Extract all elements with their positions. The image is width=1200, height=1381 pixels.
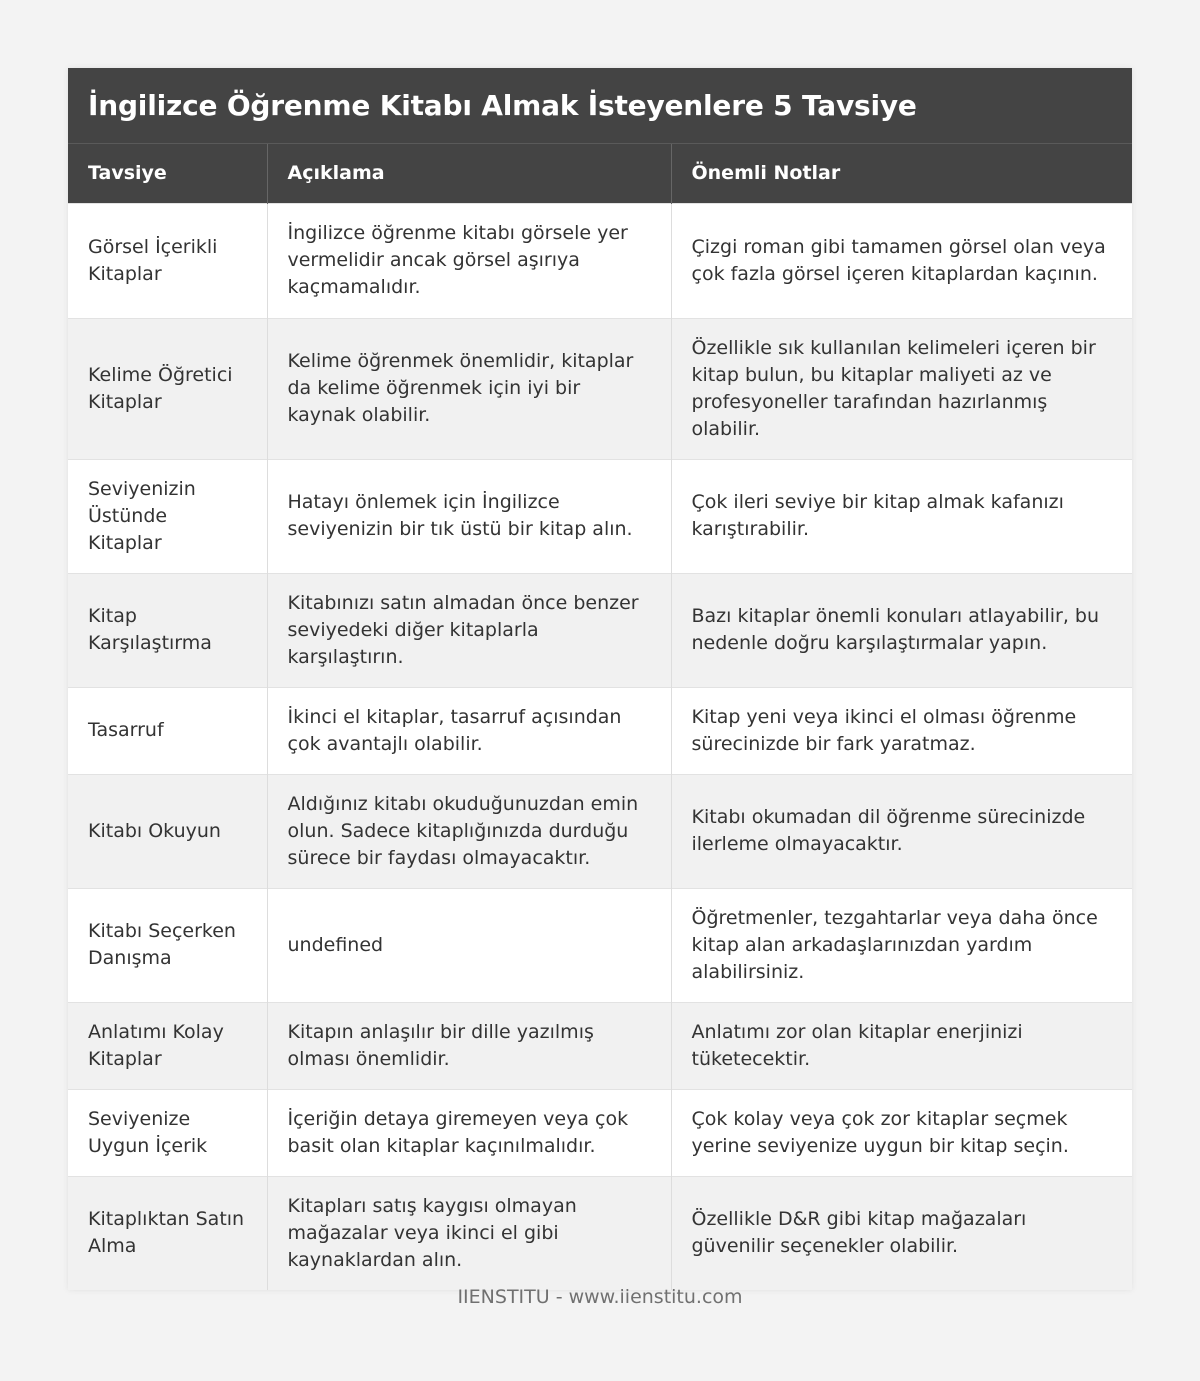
header-row	[68, 144, 1132, 203]
column-header-onemli-notlar: Önemli Notlar	[671, 144, 1132, 203]
column-header-tavsiye: Tavsiye	[68, 144, 267, 203]
cell-onemli-notlar: Çok ileri seviye bir kitap almak kafanızı karıştırabilir.	[671, 459, 1132, 573]
cell-tavsiye: Anlatımı Kolay Kitaplar	[68, 1002, 267, 1089]
table-row	[68, 203, 1132, 318]
table-row	[68, 1002, 1132, 1089]
cell-onemli-notlar: Kitabı okumadan dil öğrenme sürecinizde ilerleme olmayacaktır.	[671, 774, 1132, 888]
table-row	[68, 318, 1132, 459]
table-row	[68, 459, 1132, 573]
cell-onemli-notlar: Bazı kitaplar önemli konuları atlayabilir, bu nedenle doğru karşılaştırmalar yapın.	[671, 573, 1132, 687]
cell-aciklama: Kitapları satış kaygısı olmayan mağazalar veya ikinci el gibi kaynaklardan alın.	[267, 1176, 671, 1290]
cell-aciklama: Kitabınızı satın almadan önce benzer seviyedeki diğer kitaplarla karşılaştırın.	[267, 573, 671, 687]
cell-tavsiye: Tasarruf	[68, 687, 267, 774]
cell-onemli-notlar: Öğretmenler, tezgahtarlar veya daha önce kitap alan arkadaşlarınızdan yardım alabilirsiniz.	[671, 888, 1132, 1002]
cell-tavsiye: Seviyenize Uygun İçerik	[68, 1089, 267, 1176]
cell-aciklama: Kelime öğrenmek önemlidir, kitaplar da kelime öğrenmek için iyi bir kaynak olabilir.	[267, 318, 671, 459]
cell-onemli-notlar: Çizgi roman gibi tamamen görsel olan veya çok fazla görsel içeren kitaplardan kaçının.	[671, 203, 1132, 318]
cell-onemli-notlar: Anlatımı zor olan kitaplar enerjinizi tüketecektir.	[671, 1002, 1132, 1089]
table-row	[68, 687, 1132, 774]
cell-onemli-notlar: Çok kolay veya çok zor kitaplar seçmek yerine seviyenize uygun bir kitap seçin.	[671, 1089, 1132, 1176]
cell-tavsiye: Kitabı Seçerken Danışma	[68, 888, 267, 1002]
cell-onemli-notlar: Kitap yeni veya ikinci el olması öğrenme sürecinizde bir fark yaratmaz.	[671, 687, 1132, 774]
cell-aciklama: Aldığınız kitabı okuduğunuzdan emin olun. Sadece kitaplığınızda durduğu sürece bir faydası olmayacaktır.	[267, 774, 671, 888]
column-header-aciklama: Açıklama	[267, 144, 671, 203]
recommendations-table-card	[68, 68, 1132, 1290]
table-row	[68, 888, 1132, 1002]
cell-onemli-notlar: Özellikle D&R gibi kitap mağazaları güvenilir seçenekler olabilir.	[671, 1176, 1132, 1290]
table-row	[68, 573, 1132, 687]
table-row	[68, 1089, 1132, 1176]
cell-tavsiye: Kelime Öğretici Kitaplar	[68, 318, 267, 459]
cell-aciklama: undefined	[267, 888, 671, 1002]
cell-aciklama: İçeriğin detaya giremeyen veya çok basit olan kitaplar kaçınılmalıdır.	[267, 1089, 671, 1176]
footer-credit: IIENSTITU - www.iienstitu.com	[457, 1286, 743, 1308]
cell-aciklama: İngilizce öğrenme kitabı görsele yer vermelidir ancak görsel aşırıya kaçmamalıdır.	[267, 203, 671, 318]
cell-aciklama: Kitapın anlaşılır bir dille yazılmış olması önemlidir.	[267, 1002, 671, 1089]
table-row	[68, 1176, 1132, 1290]
cell-tavsiye: Kitaplıktan Satın Alma	[68, 1176, 267, 1290]
recommendations-table	[68, 144, 1132, 1290]
cell-aciklama: Hatayı önlemek için İngilizce seviyenizin bir tık üstü bir kitap alın.	[267, 459, 671, 573]
table-title: İngilizce Öğrenme Kitabı Almak İsteyenlere 5 Tavsiye	[88, 89, 917, 122]
title-bar	[68, 68, 1132, 144]
table-row	[68, 774, 1132, 888]
cell-tavsiye: Görsel İçerikli Kitaplar	[68, 203, 267, 318]
cell-aciklama: İkinci el kitaplar, tasarruf açısından çok avantajlı olabilir.	[267, 687, 671, 774]
cell-tavsiye: Seviyenizin Üstünde Kitaplar	[68, 459, 267, 573]
cell-tavsiye: Kitabı Okuyun	[68, 774, 267, 888]
cell-onemli-notlar: Özellikle sık kullanılan kelimeleri içeren bir kitap bulun, bu kitaplar maliyeti az ve profesyoneller tarafından hazırlanmış olabilir.	[671, 318, 1132, 459]
cell-tavsiye: Kitap Karşılaştırma	[68, 573, 267, 687]
